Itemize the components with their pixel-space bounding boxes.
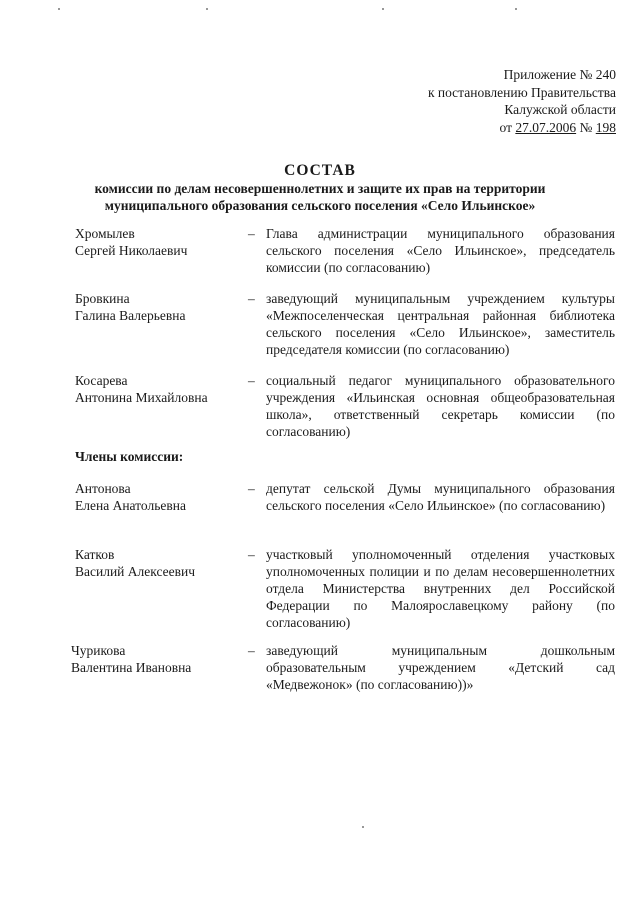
number-prefix: № — [576, 119, 596, 135]
scan-speck — [515, 8, 517, 10]
appendix-line-1: Приложение № 240 — [503, 67, 616, 82]
members-heading: Члены комиссии: — [75, 449, 184, 464]
person-name — [75, 546, 245, 580]
person-name — [71, 642, 241, 676]
document-title: СОСТАВ — [284, 162, 356, 179]
scan-speck — [362, 826, 364, 828]
person-surname: Косарева — [75, 373, 128, 388]
person-role: социальный педагог муниципального образовательного учреждения «Ильинская основная общеобразовательная школа», ответственный секретарь комиссии (по согласованию) — [266, 373, 615, 439]
person-role: участковый уполномоченный отделения участковых уполномоченных полиции и по делам несовершеннолетних отдела Министерства внутренних дел Российской Федерации по Малоярославецкому району (по согласованию) — [266, 547, 615, 630]
person-role: Глава администрации муниципального образования сельского поселения «Село Ильинское», председатель комиссии (по согласованию) — [266, 226, 615, 275]
appendix-line-3: Калужской области — [504, 102, 616, 117]
scan-speck — [58, 8, 60, 10]
person-name — [75, 480, 245, 514]
person-given-name: Сергей Николаевич — [75, 243, 188, 258]
date-prefix: от — [499, 119, 516, 135]
dash-separator: – — [248, 373, 255, 388]
appendix-number: 198 — [595, 119, 616, 135]
person-name — [75, 372, 245, 406]
person-surname: Антонова — [75, 481, 131, 496]
person-given-name: Валентина Ивановна — [71, 660, 192, 675]
person-given-name: Василий Алексеевич — [75, 564, 196, 579]
person-surname: Чурикова — [71, 643, 126, 658]
person-given-name: Елена Анатольевна — [75, 498, 186, 513]
person-surname: Катков — [75, 547, 115, 562]
person-role: заведующий муниципальным дошкольным образовательным учреждением «Детский сад «Медвежонок» (по согласованию))» — [266, 643, 615, 692]
appendix-date: 27.07.2006 — [515, 119, 577, 135]
dash-separator: – — [248, 547, 255, 562]
dash-separator: – — [248, 643, 255, 658]
appendix-date-line — [428, 119, 616, 137]
dash-separator: – — [248, 291, 255, 306]
scan-speck — [206, 8, 208, 10]
dash-separator: – — [248, 226, 255, 241]
scan-speck — [382, 8, 384, 10]
person-name — [75, 225, 245, 259]
document-subtitle — [0, 181, 640, 214]
subtitle-line-2: муниципального образования сельского поселения «Село Ильинское» — [104, 197, 536, 213]
appendix-line-2: к постановлению Правительства — [427, 84, 616, 100]
person-surname: Хромылев — [75, 226, 135, 241]
person-given-name: Антонина Михайловна — [75, 390, 208, 405]
dash-separator: – — [248, 481, 255, 496]
appendix-block — [428, 66, 616, 136]
person-name — [75, 290, 245, 324]
person-given-name: Галина Валерьевна — [75, 308, 186, 323]
person-role: депутат сельской Думы муниципального образования сельского поселения «Село Ильинское» (по согласованию) — [266, 481, 615, 513]
subtitle-line-1: комиссии по делам несовершеннолетних и защите их прав на территории — [94, 181, 546, 196]
person-surname: Бровкина — [75, 291, 130, 306]
person-role: заведующий муниципальным учреждением культуры «Межпоселенческая центральная районная библиотека сельского поселения «Село Ильинское», заместитель председателя комиссии (по согласованию) — [266, 291, 615, 357]
